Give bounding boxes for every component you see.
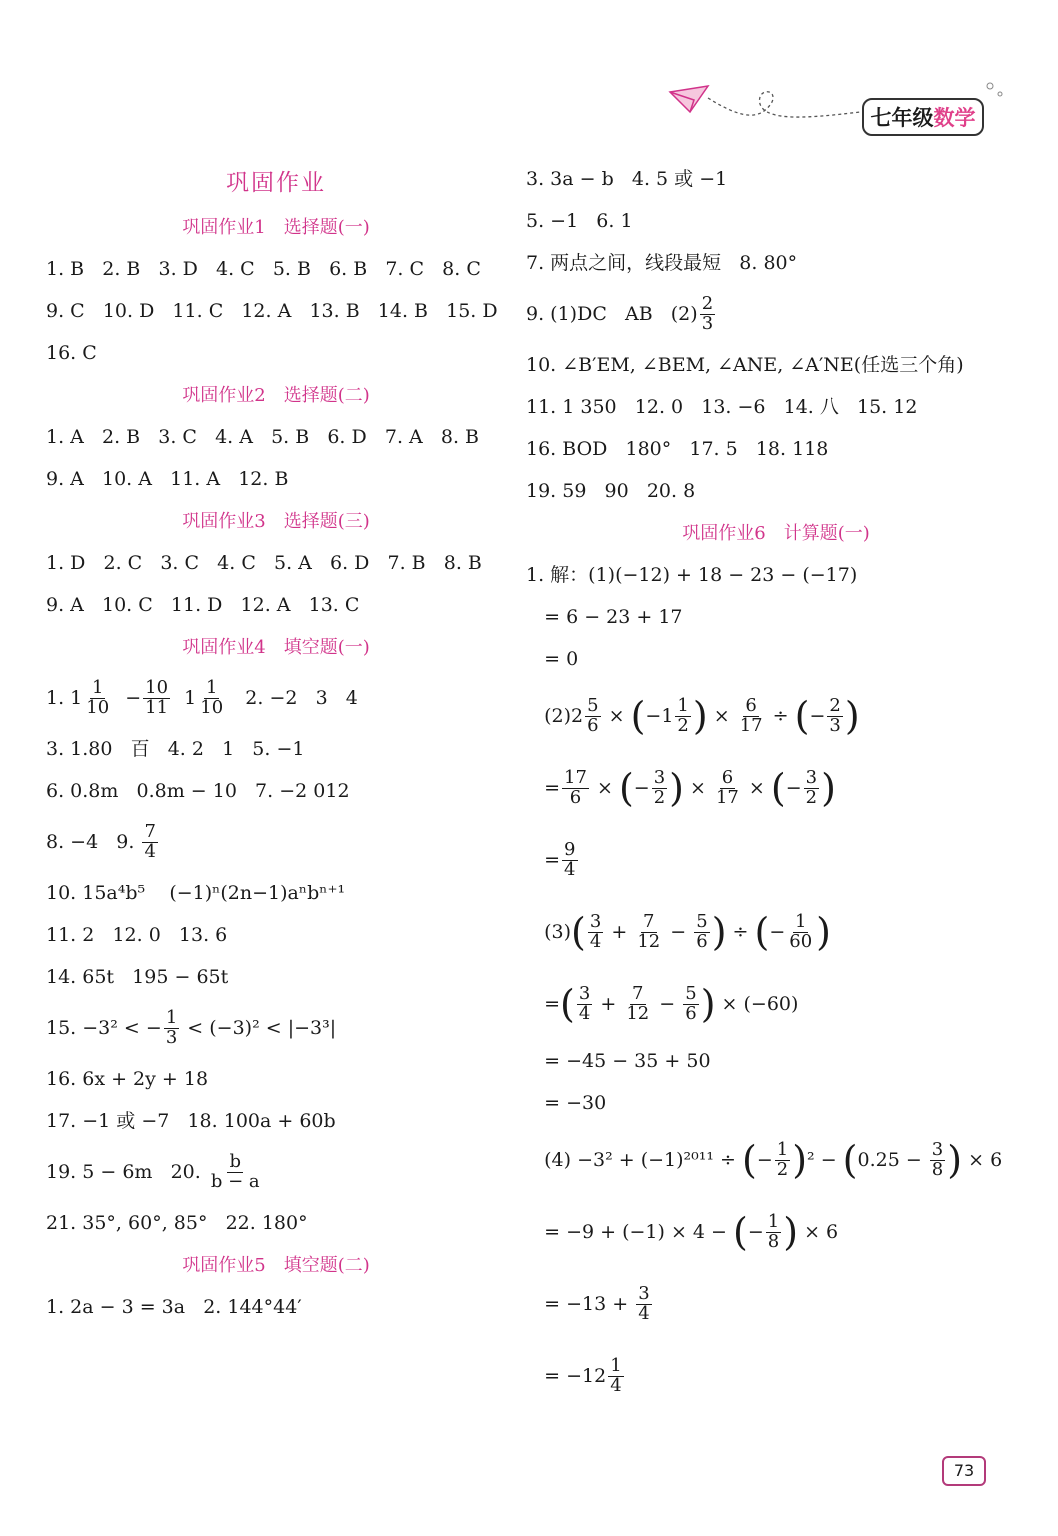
fraction: $\frac{1}{8}$ [767,1210,780,1252]
calc-line: = −45 − 35 + 50 [526,1050,711,1072]
calc-line: (3) ( $\frac{3}{4}$ + $\frac{7}{12}$ − $\frac{5}{6}$ ) ÷ ( − $\frac{1}{60}$ ) [526,910,831,954]
page-number: 73 [942,1456,986,1486]
fraction: $\frac{1}{2}$ [677,694,689,736]
fraction: $\frac{5}{6}$ [696,910,708,952]
fraction: $\frac{17}{6}$ [564,766,587,808]
answer-line: 7. 两点之间，线段最短 8. 80° [526,252,798,274]
section-heading: 巩固作业4 填空题(一) [182,637,370,658]
calc-line: = −12 $\frac{1}{4}$ [526,1354,622,1396]
fraction: $\frac{7}{12}$ [626,982,650,1024]
calc-line: = −9 + (−1) × 4 − ( − $\frac{1}{8}$ ) × 6 [526,1210,839,1254]
calc-line: = ( $\frac{3}{4}$ + $\frac{7}{12}$ − $\frac{5}{6}$ ) × (−60) [526,982,799,1026]
grade-label: 七年级 [870,106,934,130]
section-heading: 巩固作业3 选择题(三) [182,511,370,532]
subject-label: 数学 [933,106,976,130]
fraction: $\frac{7}{12}$ [637,910,661,952]
fraction: $\frac{5}{6}$ [587,694,599,736]
fraction: $\frac{3}{4}$ [578,982,591,1024]
answer-line: 9. A 10. A 11. A 12. B [46,468,289,490]
answer-line: 6. 0.8m 0.8m − 10 7. −2 012 [46,780,350,802]
answer-line: 8. −4 9. $\frac{7}{4}$ [46,820,156,862]
answer-line: 1. A 2. B 3. C 4. A 5. B 6. D 7. A 8. B [46,426,479,448]
fraction: $\frac{2}{3}$ [829,694,841,736]
answer-line: 16. C [46,342,97,364]
calc-line: (4) −3² + (−1)²⁰¹¹ ÷ ( − $\frac{1}{2}$ ) ² − ( 0.25 − $\frac{3}{8}$ ) × 6 [526,1138,1003,1182]
answer-line: 3. 1.80 百 4. 2 1 5. −1 [46,738,305,760]
fraction: $\frac{1}{4}$ [610,1354,622,1396]
fraction: $\frac{1}{2}$ [776,1138,789,1180]
answer-line: 16. 6x + 2y + 18 [46,1068,209,1090]
answer-line: 14. 65t 195 − 65t [46,966,229,988]
answer-line: 10. ∠B′EM, ∠BEM, ∠ANE, ∠A′NE(任选三个角) [526,354,964,376]
fraction: $\frac{3}{2}$ [805,766,818,808]
fraction: $\frac{5}{6}$ [685,982,697,1024]
fraction: $\frac{6}{17}$ [739,694,763,736]
answer-line: 9. A 10. C 11. D 12. A 13. C [46,594,360,616]
fraction: $\frac{10}{11}$ [145,676,169,718]
fraction: $\frac{3}{2}$ [653,766,666,808]
fraction: $\frac{3}{4}$ [638,1282,650,1324]
fraction: $\frac{7}{4}$ [144,820,156,862]
answer-line: 5. −1 6. 1 [526,210,633,232]
answer-line: 17. −1 或 −7 18. 100a + 60b [46,1110,336,1132]
answer-line: 11. 2 12. 0 13. 6 [46,924,228,946]
answer-line: 9. C 10. D 11. C 12. A 13. B 14. B 15. D [46,300,498,322]
fraction: $\frac{6}{17}$ [715,766,739,808]
section-heading: 巩固作业2 选择题(二) [182,385,370,406]
calc-line: = −13 + $\frac{3}{4}$ [526,1282,650,1324]
answer-line: = 6 − 23 + 17 [526,606,683,628]
fraction: $\frac{9}{4}$ [564,838,576,880]
answer-line: 10. 15a⁴b⁵ (−1)ⁿ(2n−1)aⁿbⁿ⁺¹ [46,882,346,904]
answer-line: 19. 5 − 6m 20. $\frac{b}{b - a}$ [46,1150,260,1192]
fraction: $\frac{3}{4}$ [589,910,602,952]
section-heading: 巩固作业5 填空题(二) [182,1255,370,1276]
fraction: $\frac{1}{10}$ [86,676,110,718]
answer-line: 16. BOD 180° 17. 5 18. 118 [526,438,829,460]
section-heading: 巩固作业6 计算题(一) [682,523,870,544]
fraction: $\frac{b}{b - a}$ [210,1150,260,1192]
fraction: $\frac{1}{3}$ [165,1006,178,1048]
answer-line: 21. 35°, 60°, 85° 22. 180° [46,1212,308,1234]
answer-line: 1. 1 $\frac{1}{10}$ − $\frac{10}{11}$ 1 $\frac{1}{10}$ 2. −2 3 4 [46,676,358,718]
answer-line: 11. 1 350 12. 0 13. −6 14. 八 15. 12 [526,396,918,418]
calc-line: = $\frac{17}{6}$ × ( − $\frac{3}{2}$ ) × $\frac{6}{17}$ × ( − $\frac{3}{2}$ ) [526,766,836,810]
fraction: $\frac{3}{8}$ [931,1138,944,1180]
fraction: $\frac{2}{3}$ [701,292,714,334]
calc-line: = −30 [526,1092,607,1114]
fraction: $\frac{1}{60}$ [789,910,813,952]
grade-badge [862,98,984,136]
calc-line: (2)2 $\frac{5}{6}$ × ( −1 $\frac{1}{2}$ ) × $\frac{6}{17}$ ÷ ( − $\frac{2}{3}$ ) [526,694,860,738]
fraction: $\frac{1}{10}$ [200,676,224,718]
answer-line: = 0 [526,648,579,670]
answer-line: 1. D 2. C 3. C 4. C 5. A 6. D 7. B 8. B [46,552,482,574]
answer-line: 1. 解：(1)(−12) + 18 − 23 − (−17) [526,564,858,586]
right-column [526,158,1026,1412]
answer-line: 1. 2a − 3 = 3a 2. 144°44′ [46,1296,302,1318]
answer-line: 9. (1)DC AB (2) $\frac{2}{3}$ [526,292,714,334]
section-heading: 巩固作业1 选择题(一) [182,217,370,238]
answer-line: 15. −3² < − $\frac{1}{3}$ < (−3)² < |−3³| [46,1006,337,1048]
calc-line: = $\frac{9}{4}$ [526,838,576,880]
left-column [46,158,506,1328]
answer-line: 19. 59 90 20. 8 [526,480,696,502]
answer-line: 3. 3a − b 4. 5 或 −1 [526,168,728,190]
answer-line: 1. B 2. B 3. D 4. C 5. B 6. B 7. C 8. C [46,258,481,280]
page-title: 巩固作业 [226,170,326,196]
